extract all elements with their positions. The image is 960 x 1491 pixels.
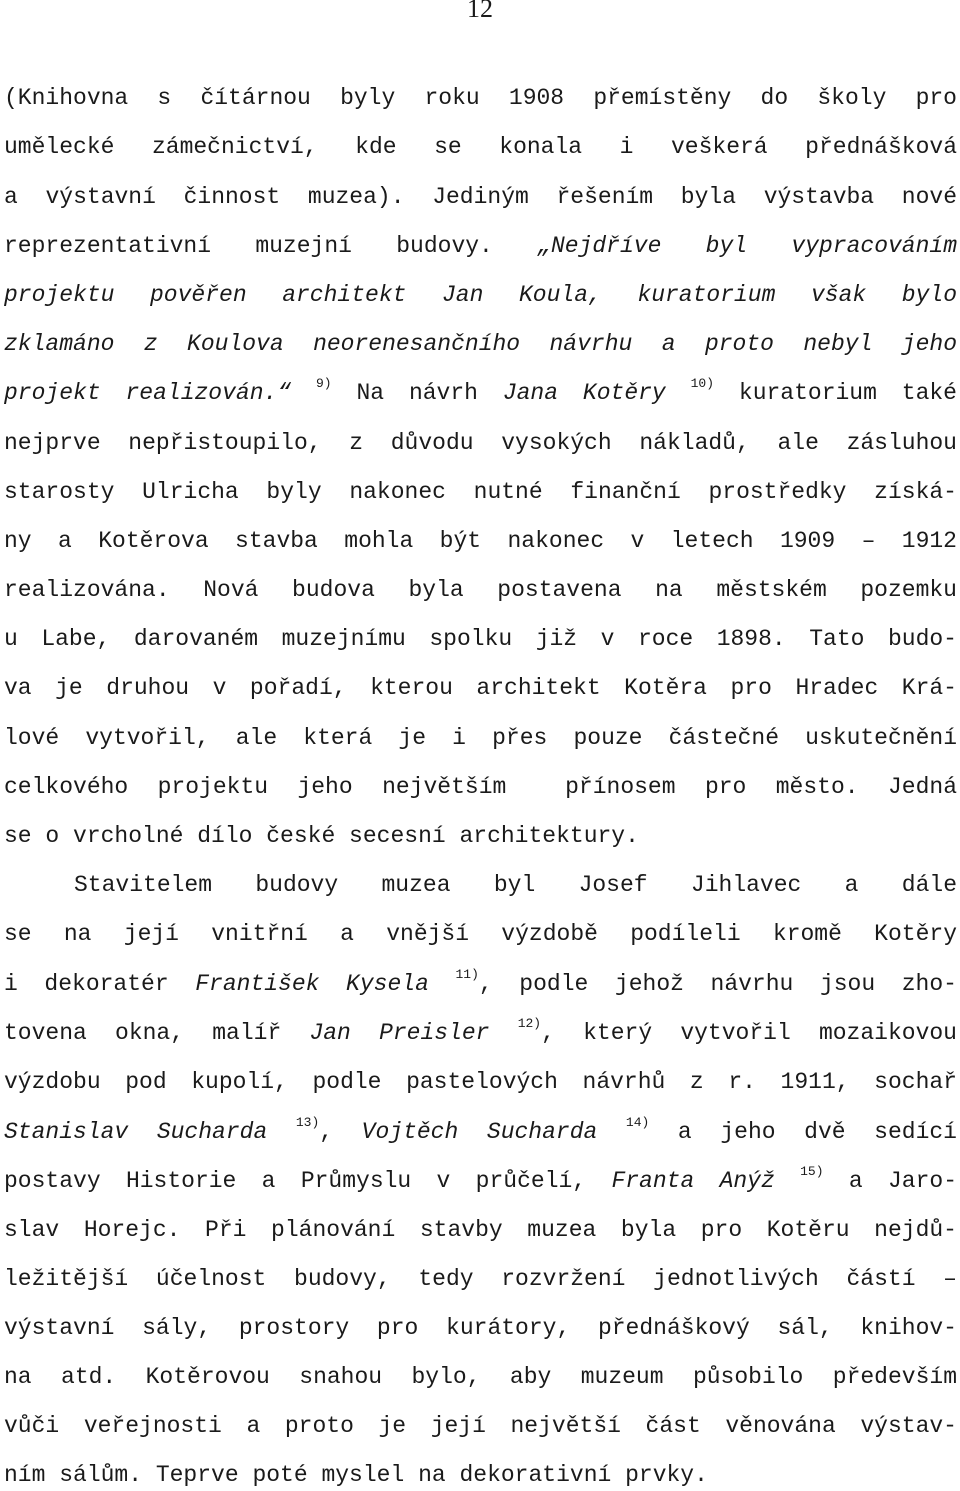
text-line <box>4 969 957 999</box>
text-span: lové vytvořil, ale která je i přes pouze částečné uskutečnění <box>4 725 957 751</box>
italic-text: František Kysela <box>195 971 429 997</box>
text-span: (Knihovna s čítárnou byly roku 1908 přemístěny do školy pro <box>4 85 957 111</box>
text-span: ním sálům. Teprve poté myslel na dekorativní prvky. <box>4 1462 708 1488</box>
text-span: nejprve nepřistoupilo, z důvodu vysokých nákladů, ale zásluhou <box>4 430 957 456</box>
italic-text: Jana Kotěry <box>502 380 666 406</box>
text-line <box>4 723 957 753</box>
text-span: umělecké zámečnictví, kde se konala i veškerá přednášková <box>4 134 957 160</box>
text-span <box>775 1168 800 1194</box>
text-span: i dekoratér <box>4 971 196 997</box>
text-span: vůči veřejnosti a proto je její největší část věnována výstav- <box>4 1413 957 1439</box>
text-span: realizována. Nová budova byla postavena na městském pozemku <box>4 577 957 603</box>
italic-text: Jan Preisler <box>309 1020 490 1046</box>
footnote-ref: 9) <box>315 376 332 391</box>
footnote-ref: 11) <box>455 967 479 982</box>
text-line <box>4 624 957 654</box>
text-span: a výstavní činnost muzea). Jediným řešením byla výstavba nové <box>4 184 957 210</box>
text-line <box>4 870 957 900</box>
footnote-ref: 12) <box>517 1016 542 1031</box>
text-line <box>4 132 957 162</box>
text-line <box>4 772 957 802</box>
text-line <box>4 378 957 408</box>
text-line <box>4 428 957 458</box>
text-span: , který vytvořil mozaikovou <box>541 1020 957 1046</box>
text-line <box>4 1018 957 1048</box>
text-span: výzdobu pod kupolí, podle pastelových návrhů z r. 1911, sochař <box>4 1069 957 1095</box>
italic-text: „Nejdříve byl vypracováním <box>537 233 958 259</box>
text-line <box>4 1411 957 1441</box>
text-line <box>4 83 957 113</box>
italic-text: projektu pověřen architekt Jan Koula, kuratorium však bylo <box>4 282 957 308</box>
text-line <box>4 182 957 212</box>
text-line <box>4 1264 957 1294</box>
text-span: , <box>319 1119 362 1145</box>
text-line <box>4 1117 957 1147</box>
text-line <box>4 1362 957 1392</box>
italic-text: projekt realizován.“ <box>4 380 316 406</box>
text-span: reprezentativní muzejní budovy. <box>4 233 538 259</box>
text-line <box>4 280 957 310</box>
text-span: výstavní sály, prostory pro kurátory, přednáškový sál, knihov- <box>4 1315 957 1341</box>
footnote-ref: 10) <box>690 376 715 391</box>
text-line <box>4 1313 957 1343</box>
text-span <box>429 971 456 997</box>
text-span <box>489 1020 517 1046</box>
footnote-ref: 15) <box>800 1164 824 1179</box>
text-span: ležitější účelnost budovy, tedy rozvržení jednotlivých částí – <box>4 1266 957 1292</box>
text-span: u Labe, darovaném muzejnímu spolku již v roce 1898. Tato budo- <box>4 626 957 652</box>
text-line <box>4 329 957 359</box>
text-span: celkového projektu jeho největším přínosem pro město. Jedná <box>4 774 957 800</box>
text-span: tovena okna, malíř <box>4 1020 310 1046</box>
italic-text: Stanislav Sucharda <box>4 1119 268 1145</box>
italic-text: Vojtěch Sucharda <box>361 1119 598 1145</box>
text-line <box>4 673 957 703</box>
text-line <box>4 919 957 949</box>
text-span: ny a Kotěrova stavba mohla být nakonec v letech 1909 – 1912 <box>4 528 957 554</box>
text-span <box>666 380 691 406</box>
text-line <box>4 1215 957 1245</box>
text-span: slav Horejc. Při plánování stavby muzea byla pro Kotěru nejdů- <box>4 1217 957 1243</box>
text-span: kuratorium také <box>714 380 957 406</box>
text-line <box>4 575 957 605</box>
text-span: se na její vnitřní a vnější výzdobě podíleli kromě Kotěry <box>4 921 957 947</box>
text-span: a Jaro- <box>823 1168 957 1194</box>
text-line <box>4 1460 957 1490</box>
text-line <box>4 1067 957 1097</box>
footnote-ref: 13) <box>295 1115 320 1130</box>
text-span: a jeho dvě sedící <box>649 1119 957 1145</box>
text-span: na atd. Kotěrovou snahou bylo, aby muzeum působilo především <box>4 1364 957 1390</box>
text-span: starosty Ulricha byly nakonec nutné finanční prostředky získá- <box>4 479 957 505</box>
text-span <box>267 1119 296 1145</box>
text-span <box>597 1119 626 1145</box>
text-line <box>4 821 957 851</box>
text-span: , podle jehož návrhu jsou zho- <box>478 971 957 997</box>
text-span: Na návrh <box>331 380 503 406</box>
footnote-ref: 14) <box>625 1115 650 1130</box>
italic-text: zklamáno z Koulova neorenesančního návrhu a proto nebyl jeho <box>4 331 957 357</box>
text-line <box>4 526 957 556</box>
text-span: postavy Historie a Průmyslu v průčelí, <box>4 1168 612 1194</box>
text-span: Stavitelem budovy muzea byl Josef Jihlavec a dále <box>74 872 957 898</box>
page-number: 12 <box>467 0 493 23</box>
italic-text: Franta Anýž <box>611 1168 775 1194</box>
text-span: se o vrcholné dílo české secesní architektury. <box>4 823 639 849</box>
text-span: va je druhou v pořadí, kterou architekt Kotěra pro Hradec Krá- <box>4 675 957 701</box>
text-line <box>4 231 957 261</box>
text-line <box>4 1166 957 1196</box>
text-line <box>4 477 957 507</box>
